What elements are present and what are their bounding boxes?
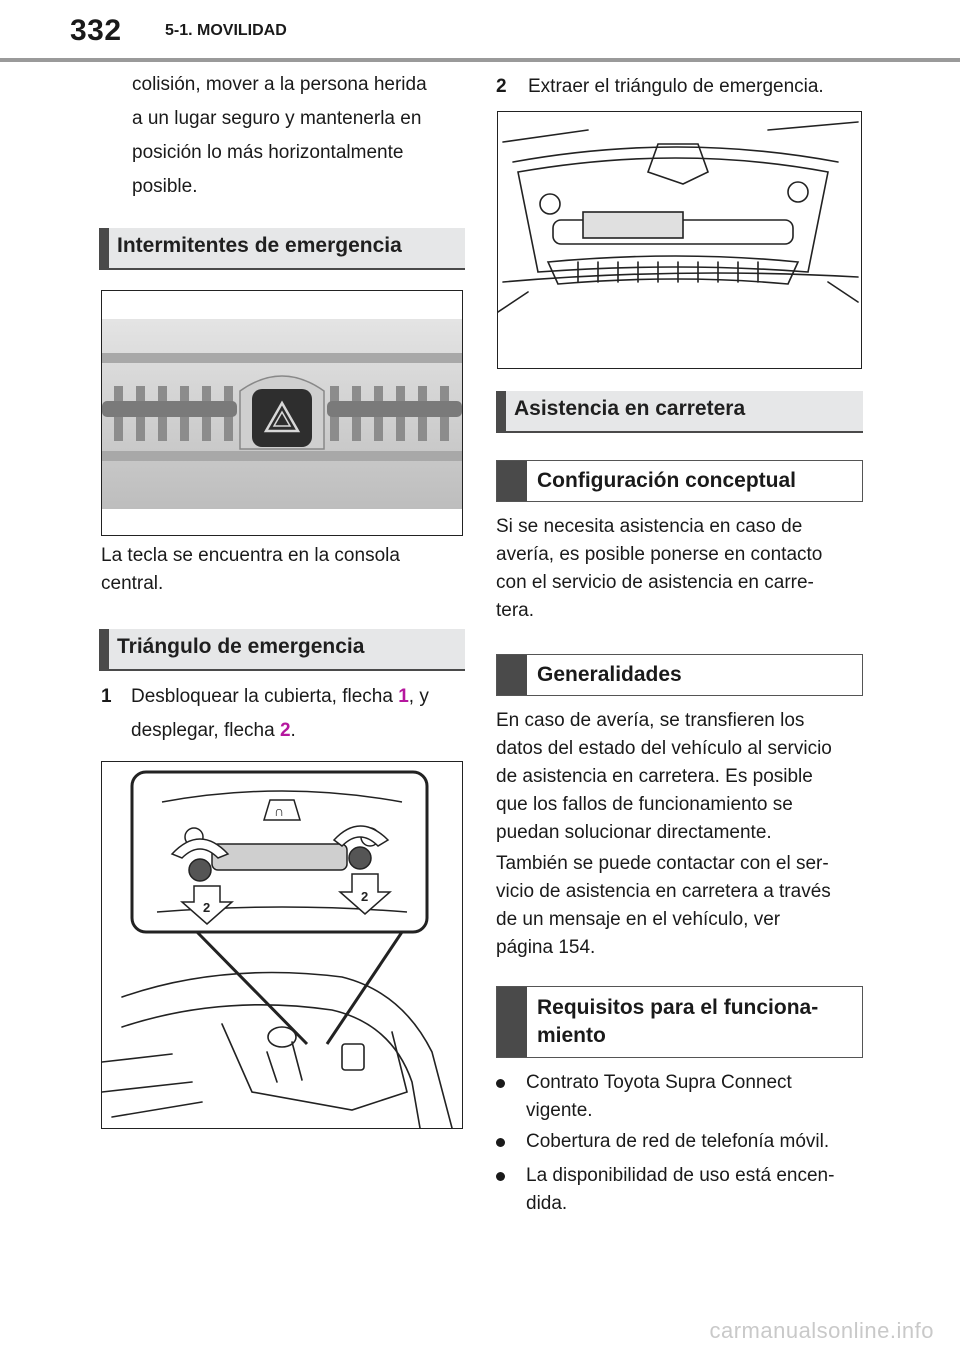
general-line: de asistencia en carretera. Es posible (496, 766, 813, 787)
step-text: , y (408, 686, 429, 707)
step-text: . (290, 720, 296, 741)
subheading-general (496, 654, 863, 696)
list-item: Cobertura de red de telefonía móvil. (496, 1128, 864, 1156)
subheading-text: Requisitos para el funciona- (537, 996, 819, 1019)
arrow-label: 2 (279, 720, 291, 741)
header-divider (0, 58, 960, 62)
concept-line: avería, es posible ponerse en contacto (496, 544, 823, 565)
arrow-label: 1 (398, 686, 409, 707)
caption-line: central. (101, 573, 164, 594)
step-text: Desbloquear la cubierta, flecha (131, 686, 399, 707)
intro-line: posible. (132, 176, 198, 197)
subheading-text: Generalidades (537, 663, 682, 686)
subheading-requirements (496, 986, 863, 1058)
heading-hazard-lights: Intermitentes de emergencia (99, 228, 465, 270)
intro-line: a un lugar seguro y mantenerla en (132, 108, 422, 129)
general-line: página 154. (496, 937, 596, 958)
general-line: puedan solucionar directamente. (496, 822, 772, 843)
concept-line: Si se necesita asistencia en caso de (496, 516, 803, 537)
general-paragraph-1 (496, 707, 864, 847)
arrow-2-label: 2 (361, 889, 369, 904)
subheading-concept (496, 460, 863, 502)
arrow-2-label: 2 (203, 900, 211, 915)
intro-line: colisión, mover a la persona herida (132, 74, 427, 95)
intro-line: posición lo más horizontalmente (132, 142, 404, 163)
general-line: que los fallos de funcionamiento se (496, 794, 793, 815)
intro-paragraph (132, 68, 472, 204)
concept-line: tera. (496, 600, 535, 621)
caption-line: La tecla se encuentra en la consola (101, 545, 400, 566)
bullet-icon (496, 1079, 505, 1088)
general-line: En caso de avería, se transfieren los (496, 710, 805, 731)
general-paragraph-2 (496, 850, 864, 962)
concept-line: con el servicio de asistencia en carre- (496, 572, 814, 593)
step-number: 1 (101, 686, 112, 707)
bullet-icon (496, 1172, 505, 1181)
hazard-caption (101, 542, 465, 598)
general-line: de un mensaje en el vehículo, ver (496, 909, 781, 930)
svg-text:∩: ∩ (274, 803, 285, 819)
triangle-removal-illustration (498, 112, 861, 368)
section-title: 5-1. MOVILIDAD (165, 22, 287, 39)
trunk-cover-figure (101, 761, 463, 1129)
subheading-text: miento (537, 1024, 606, 1047)
hazard-switch-illustration (102, 291, 462, 535)
step-text: desplegar, flecha (131, 720, 280, 741)
list-item: Contrato Toyota Supra Connect vigente. (496, 1069, 864, 1125)
general-line: También se puede contactar con el ser- (496, 853, 829, 874)
step-2 (496, 70, 864, 104)
list-item: La disponibilidad de uso está encen- dida. (496, 1162, 864, 1218)
heading-warning-triangle: Triángulo de emergencia (99, 629, 465, 671)
step-text: Extraer el triángulo de emergencia. (528, 76, 824, 97)
page-number: 332 (70, 14, 122, 47)
step-1 (101, 680, 465, 748)
bullet-icon (496, 1138, 505, 1147)
step-number: 2 (496, 76, 507, 97)
trunk-cover-illustration (102, 762, 462, 1128)
heading-roadside-assistance: Asistencia en carretera (496, 391, 863, 433)
concept-paragraph (496, 513, 864, 625)
subheading-text: Configuración conceptual (537, 469, 797, 492)
hazard-switch-figure (101, 290, 463, 536)
triangle-removal-figure (497, 111, 862, 369)
watermark: carmanualsonline.info (709, 1318, 934, 1343)
general-line: vicio de asistencia en carretera a través (496, 881, 831, 902)
general-line: datos del estado del vehículo al servicio (496, 738, 832, 759)
